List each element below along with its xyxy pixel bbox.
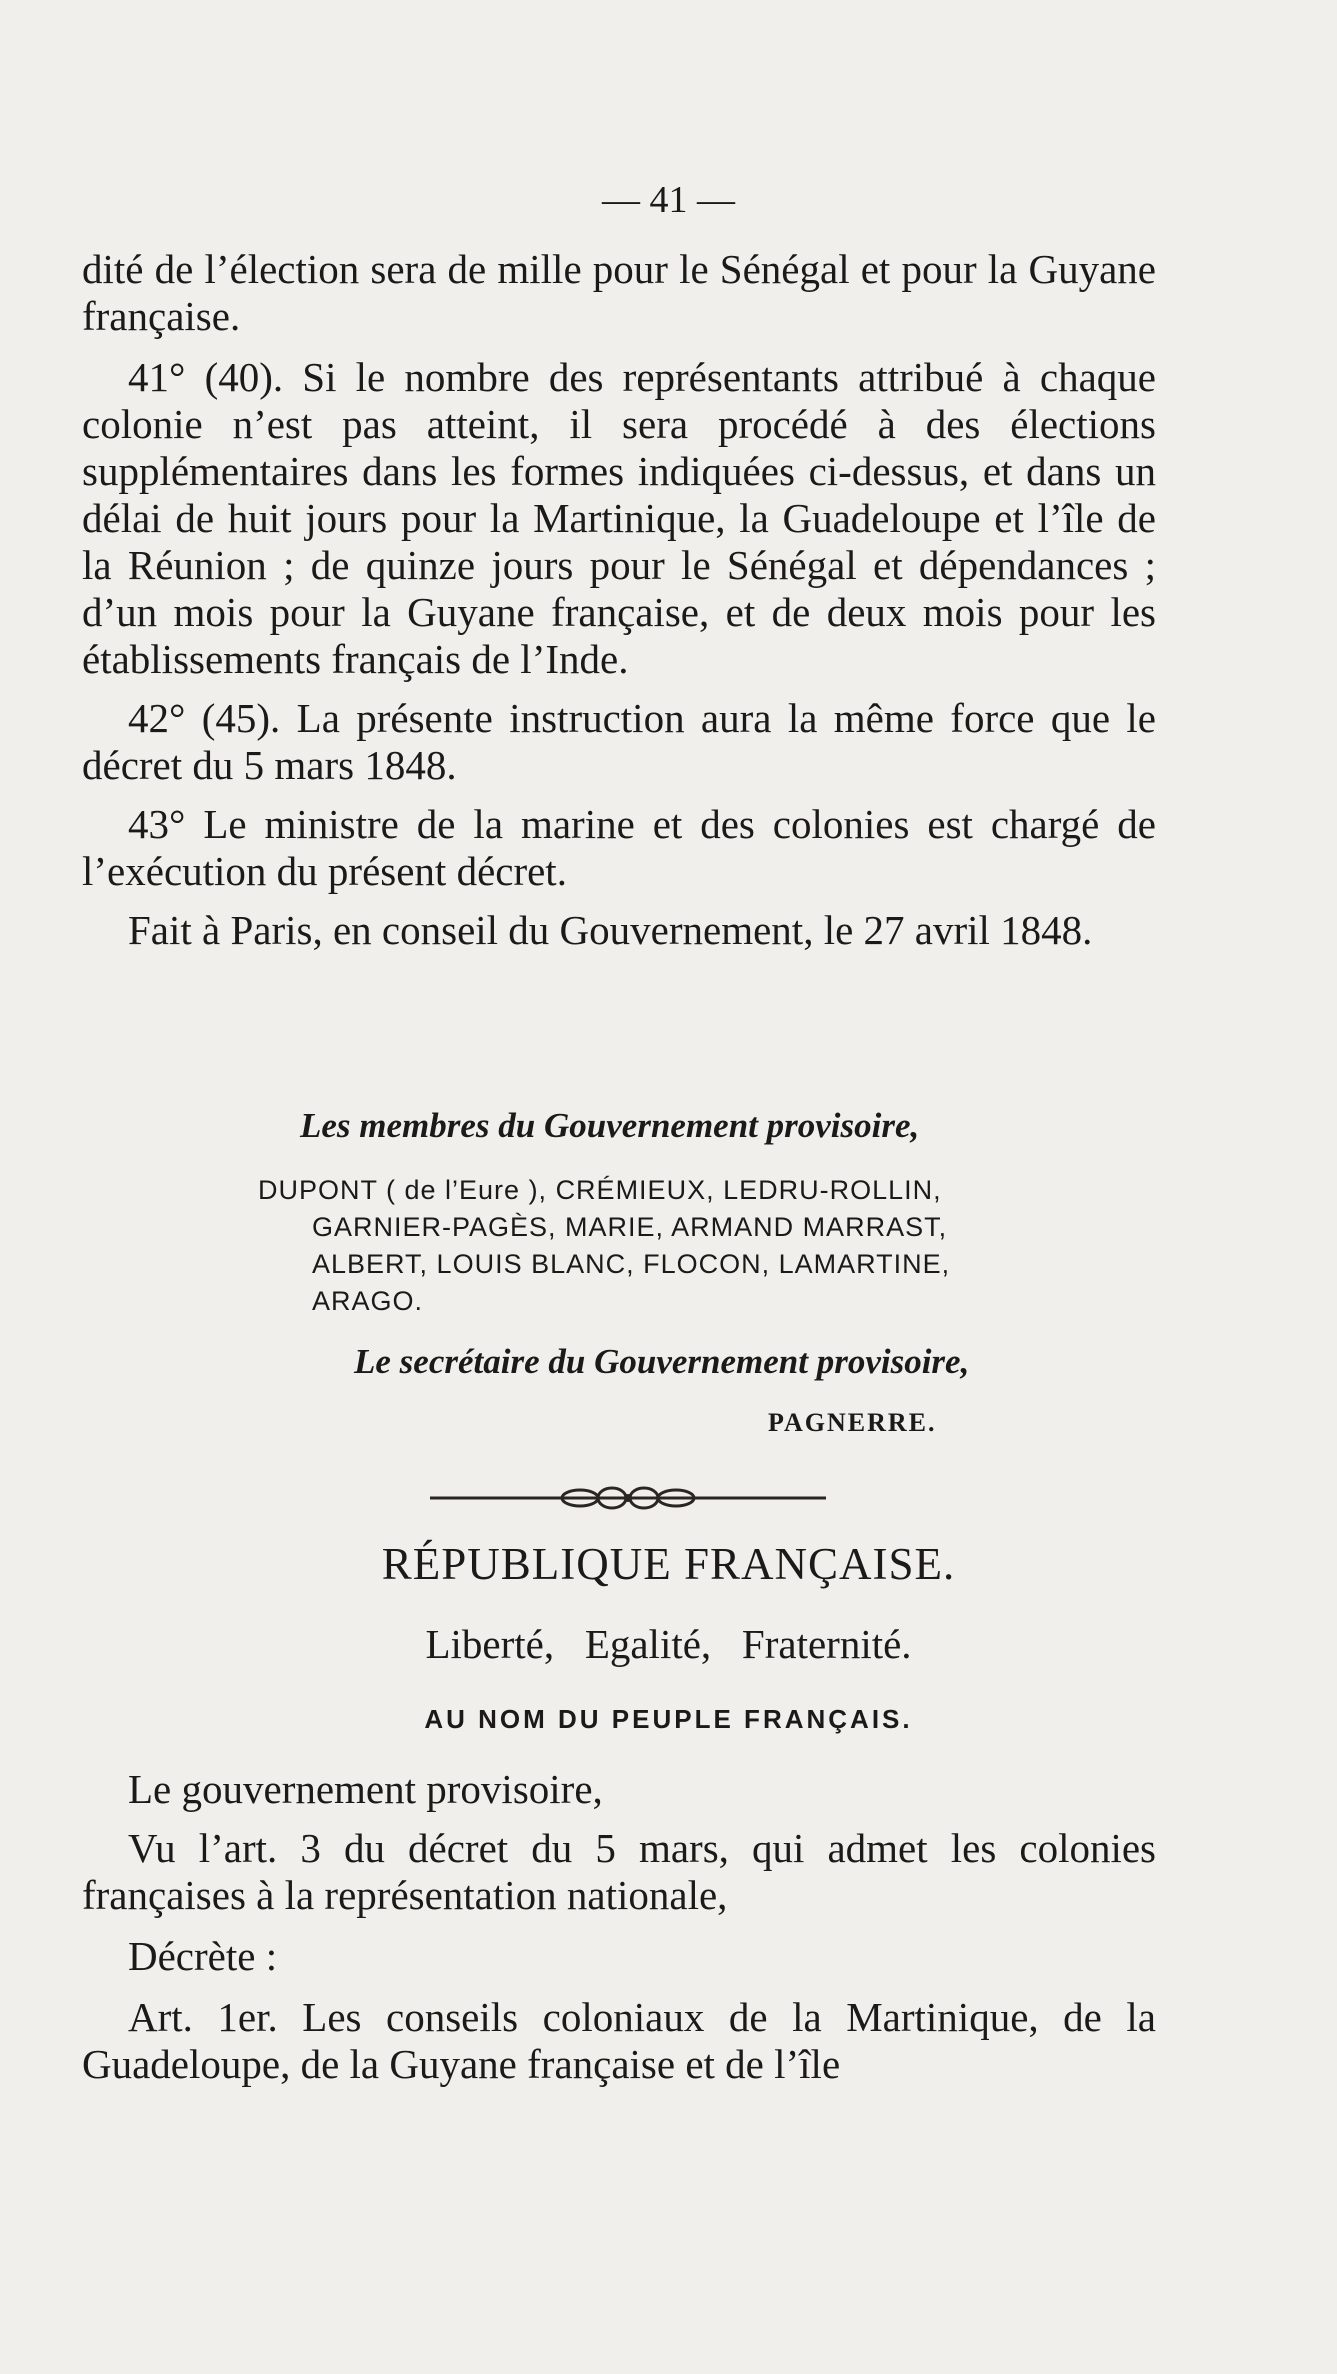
decree-paragraph: Décrète : — [128, 1933, 278, 1979]
ornament-divider — [430, 1478, 826, 1518]
paragraph-continuation: dité de l’élection sera de mille pour le Sénégal et pour la Guyane française. — [82, 246, 1156, 339]
members-heading: Les membres du Gouvernement provisoire, — [300, 1106, 920, 1145]
signatories-line: DUPONT ( de l’Eure ), CRÉMIEUX, LEDRU-ROLLIN, — [258, 1175, 942, 1205]
decree-paragraph: Le gouvernement provisoire, — [128, 1766, 603, 1812]
paragraph-fait-a-paris: Fait à Paris, en conseil du Gouvernement, le 27 avril 1848. — [128, 907, 1093, 953]
secretary-heading: Le secrétaire du Gouvernement provisoire, — [354, 1342, 970, 1381]
signatories-line: ARAGO. — [312, 1286, 424, 1316]
decree-paragraph: Vu l’art. 3 du décret du 5 mars, qui admet les colonies françaises à la représentation nationale, — [82, 1825, 1156, 1918]
page-number: — 41 — — [602, 179, 735, 221]
secretary-name: PAGNERRE. — [768, 1408, 937, 1437]
paragraph-article-42: 42° (45). La présente instruction aura la même force que le décret du 5 mars 1848. — [82, 695, 1156, 788]
signatories-line: GARNIER-PAGÈS, MARIE, ARMAND MARRAST, — [312, 1212, 948, 1242]
republique-heading: RÉPUBLIQUE FRANÇAISE. — [381, 1539, 956, 1589]
paragraph-article-41: 41° (40). Si le nombre des représentants attribué à chaque colonie n’est pas atteint, il sera procédé à des élections supplémentaires dans les formes indiquées ci-dessus, et dans un délai de huit jours pour la Martinique, la Guadeloupe et l’île de la Réunion ; de quinze jours pour le Sénégal et dépendances ; d’un mois pour la Guyane française, et de deux mois pour les établissements français de l’Inde. — [82, 354, 1156, 682]
national-motto: Liberté, Egalité, Fraternité. — [425, 1621, 912, 1667]
top-text-block — [82, 246, 1156, 954]
paragraph-article-43: 43° Le ministre de la marine et des colonies est chargé de l’exécution du présent décret. — [82, 801, 1156, 894]
decree-text-block — [82, 1766, 1156, 2088]
signatories-line: ALBERT, LOUIS BLANC, FLOCON, LAMARTINE, — [312, 1249, 951, 1279]
signatories-list — [258, 1172, 1162, 1320]
decree-paragraph: Art. 1er. Les conseils coloniaux de la Martinique, de la Guadeloupe, de la Guyane française et de l’île — [82, 1994, 1156, 2087]
au-nom-du-peuple: AU NOM DU PEUPLE FRANÇAIS. — [424, 1704, 913, 1734]
